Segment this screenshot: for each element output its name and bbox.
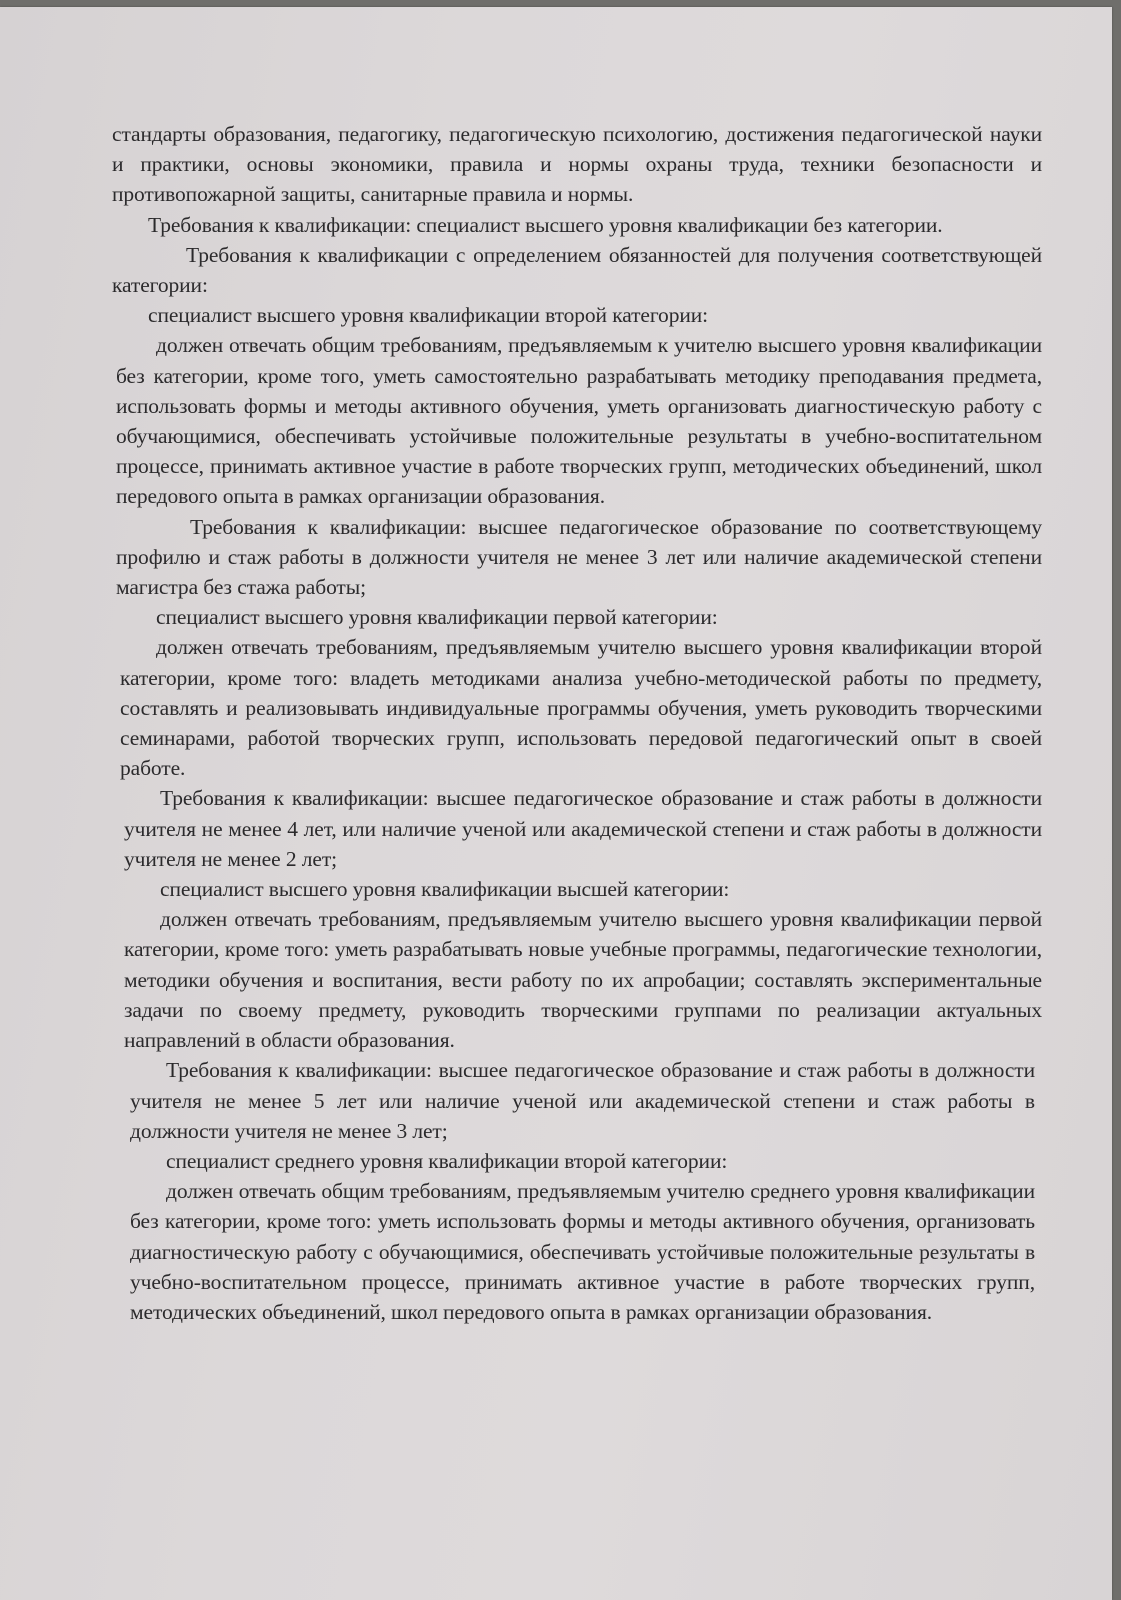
document-body [112,119,1042,1327]
document-page [0,7,1112,1600]
paragraph-requirements-intro: Требования к квалификации с определением обязанностей для получения соответствующей категории: [112,242,1042,298]
paragraph-higher-first-duties: должен отвечать требованиям, предъявляемым учителю высшего уровня квалификации второй категории, кроме того: владеть методиками анализа учебно-методической работы по предмету, составлять и реализовывать индивидуальные программы обучения, уметь руководить творческими семинарами, работой творческих групп, использовать передовой педагогический опыт в своей работе. [120,635,1042,781]
paragraph-requirements-no-category: Требования к квалификации: специалист высшего уровня квалификации без категории. [148,212,943,237]
heading-middle-second-category: специалист среднего уровня квалификации второй категории: [166,1148,728,1173]
paragraph-higher-second-requirements: Требования к квалификации: высшее педагогическое образование по соответствующему профилю и стаж работы в должности учителя не менее 3 лет или наличие академической степени магистра без стажа работы; [116,514,1042,600]
paragraph-highest-requirements: Требования к квалификации: высшее педагогическое образование и стаж работы в должности учителя не менее 5 лет или наличие ученой или академической степени и стаж работы в должности учителя не менее 3 лет; [130,1058,1035,1143]
heading-higher-first-category: специалист высшего уровня квалификации первой категории: [156,605,718,630]
heading-highest-category: специалист высшего уровня квалификации высшей категории: [160,877,730,902]
paragraph-middle-second-duties: должен отвечать общим требованиям, предъявляемым учителю среднего уровня квалификации без категории, кроме того: уметь использовать формы и методы активного обучения, организовать диагностическую работу с обучающимися, обеспечивать устойчивые положительные результаты в учебно-воспитательном процессе, принимать активное участие в работе творческих групп, методических объединений, школ передового опыта в рамках организации образования. [130,1179,1035,1324]
paragraph-higher-second-duties: должен отвечать общим требованиям, предъявляемым к учителю высшего уровня квалификации без категории, кроме того, уметь самостоятельно разрабатывать методику преподавания предмета, использовать формы и методы активного обучения, уметь организовать диагностическую работу с обучающимися, обеспечивать устойчивые положительные результаты в учебно-воспитательном процессе, принимать активное участие в работе творческих групп, методических объединений, школ передового опыта в рамках организации образования. [116,333,1042,509]
heading-higher-second-category: специалист высшего уровня квалификации второй категории: [148,303,709,328]
paragraph-standards-continuation: стандарты образования, педагогику, педагогическую психологию, достижения педагогической науки и практики, основы экономики, правила и нормы охраны труда, техники безопасности и противопожарной защиты, санитарные правила и нормы. [112,122,1042,207]
paragraph-highest-duties: должен отвечать требованиям, предъявляемым учителю высшего уровня квалификации первой категории, кроме того: уметь разрабатывать новые учебные программы, педагогические технологии, методики обучения и воспитания, вести работу по их апробации; составлять экспериментальные задачи по своему предмету, руководить творческими группами по реализации актуальных направлений в области образования. [124,907,1042,1053]
paragraph-higher-first-requirements: Требования к квалификации: высшее педагогическое образование и стаж работы в должности учителя не менее 4 лет, или наличие ученой или академической степени и стаж работы в должности учителя не менее 2 лет; [124,786,1042,871]
